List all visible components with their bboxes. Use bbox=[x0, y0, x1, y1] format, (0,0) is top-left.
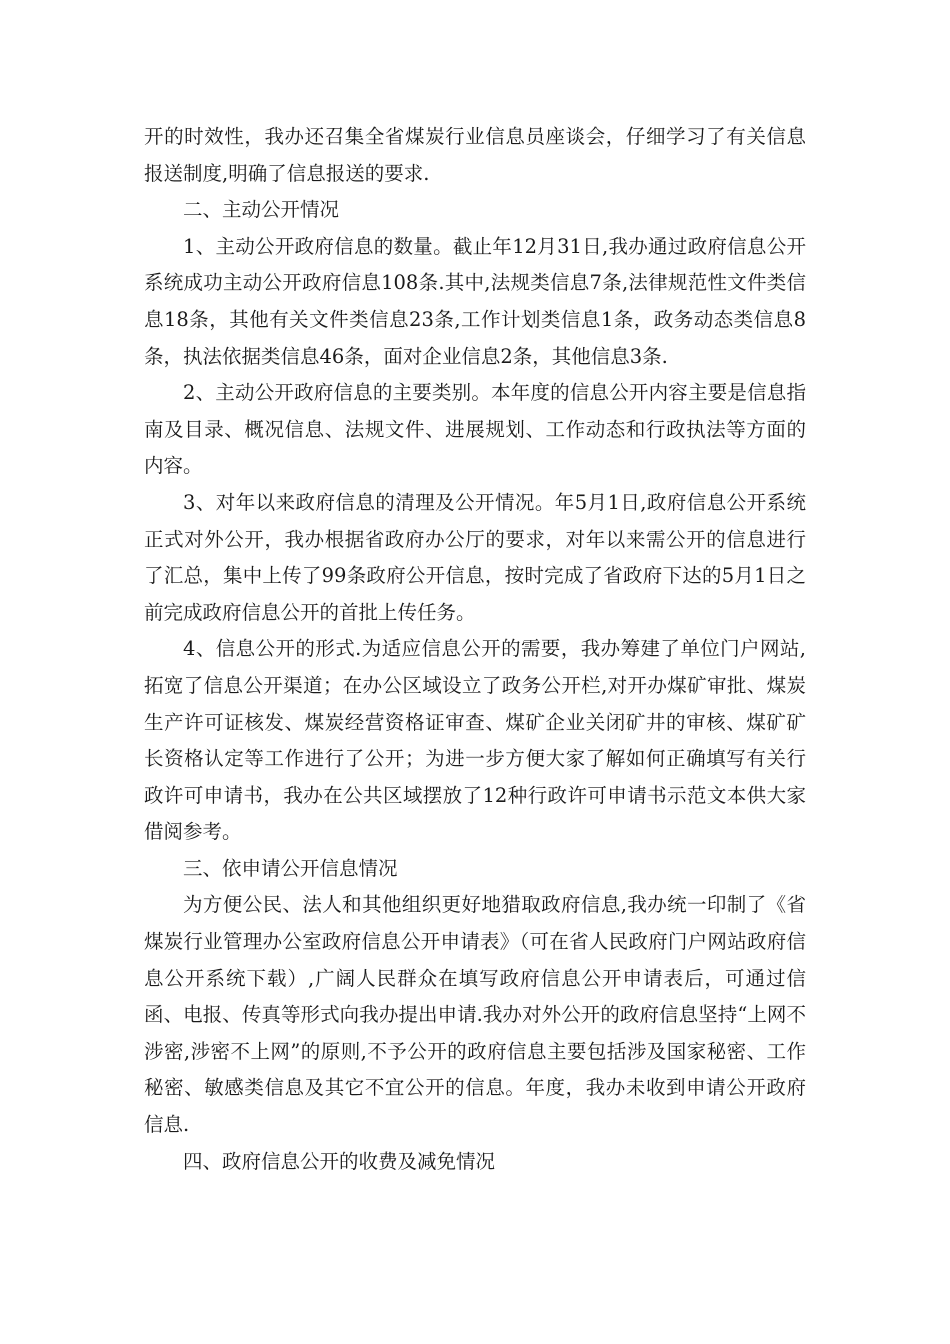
paragraph-request-disclosure: 为方便公民、法人和其他组织更好地猎取政府信息,我办统一印制了《省煤炭行业管理办公室政府信息公开申请表》（可在省人民政府门户网站政府信息公开系统下载）,广阔人民群众在填写政府信息公开申请表后，可通过信函、电报、传真等形式向我办提出申请.我办对外公开的政府信息坚持“上网不涉密,涉密不上网”的原则,不予公开的政府信息主要包括涉及国家秘密、工作秘密、敏感类信息及其它不宜公开的信息。年度，我办未收到申请公开政府信息. bbox=[144, 893, 806, 1137]
paragraph-disclosure-quantity: 1、主动公开政府信息的数量。截止年12月31日,我办通过政府信息公开系统成功主动公开政府信息108条.其中,法规类信息7条,法律规范性文件类信息18条，其他有关文件类信息23条,工作计划类信息1条，政务动态类信息8条，执法依据类信息46条，面对企业信息2条，其他信息3条. bbox=[144, 234, 806, 368]
paragraph-continuation: 开的时效性，我办还召集全省煤炭行业信息员座谈会，仔细学习了有关信息报送制度,明确了信息报送的要求. bbox=[144, 125, 806, 185]
paragraph-disclosure-forms: 4、信息公开的形式.为适应信息公开的需要，我办筹建了单位门户网站,拓宽了信息公开渠道；在办公区域设立了政务公开栏,对开办煤矿审批、煤炭生产许可证核发、煤炭经营资格证审查、煤矿企业关闭矿井的审核、煤矿矿长资格认定等工作进行了公开；为进一步方便大家了解如何正确填写有关行政许可申请书，我办在公共区域摆放了12种行政许可申请书示范文本供大家借阅参考。 bbox=[144, 637, 806, 844]
section-heading-active-disclosure: 二、主动公开情况 bbox=[183, 198, 340, 222]
document-body bbox=[144, 119, 806, 1180]
section-heading-fees: 四、政府信息公开的收费及减免情况 bbox=[183, 1149, 496, 1173]
paragraph-disclosure-categories: 2、主动公开政府信息的主要类别。本年度的信息公开内容主要是信息指南及目录、概况信息、法规文件、进展规划、工作动态和行政执法等方面的内容。 bbox=[144, 381, 806, 478]
section-heading-request-disclosure: 三、依申请公开信息情况 bbox=[183, 856, 398, 880]
paragraph-disclosure-cleanup: 3、对年以来政府信息的清理及公开情况。年5月1日,政府信息公开系统正式对外公开，我办根据省政府办公厅的要求，对年以来需公开的信息进行了汇总，集中上传了99条政府公开信息，按时完成了省政府下达的5月1日之前完成政府信息公开的首批上传任务。 bbox=[144, 490, 806, 624]
